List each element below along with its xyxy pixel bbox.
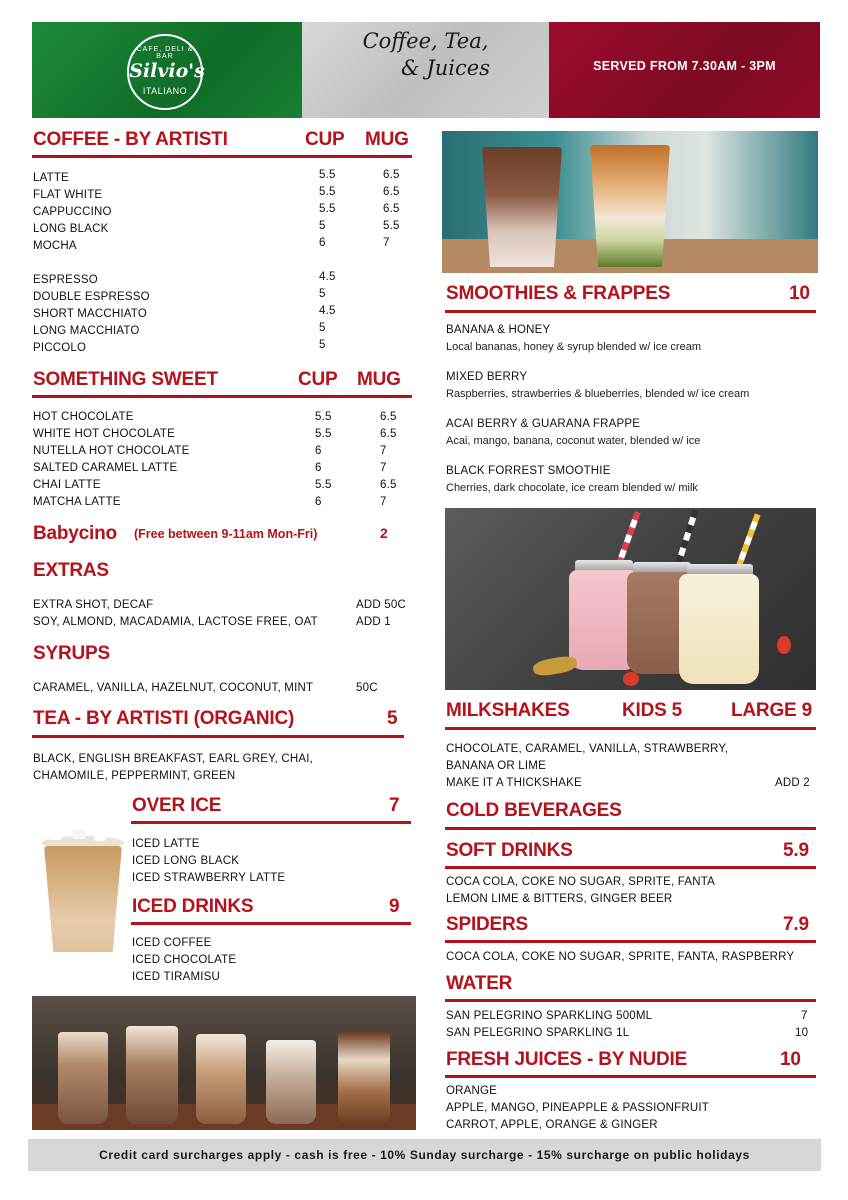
item-cup-price: 5.5	[315, 411, 332, 423]
menu-item: APPLE, MANGO, PINEAPPLE & PASSIONFRUIT	[446, 1102, 710, 1114]
menu-item	[33, 680, 413, 697]
juices-price: 10	[780, 1049, 801, 1070]
item-mug-price: 6.5	[380, 428, 397, 440]
menu-item	[33, 323, 413, 340]
soft-drinks-line-2: LEMON LIME & BITTERS, GINGER BEER	[446, 893, 673, 905]
glass-3	[196, 1034, 246, 1124]
sweet-list	[33, 409, 413, 511]
over-ice-divider	[131, 821, 411, 824]
coffee-cup-header: CUP	[305, 129, 345, 150]
spiders-line-1: COCA COLA, COKE NO SUGAR, SPRITE, FANTA, RASPBERRY	[446, 951, 795, 963]
item-name: SHORT MACCHIATO	[33, 308, 147, 320]
menu-item: CARROT, APPLE, ORANGE & GINGER	[446, 1119, 658, 1131]
thickshake-option: MAKE IT A THICKSHAKE	[446, 777, 582, 789]
juices-title: FRESH JUICES - BY NUDIE	[446, 1049, 688, 1070]
coffee-divider	[32, 155, 412, 158]
juices-list	[446, 1083, 709, 1134]
smoothie-desc: Acai, mango, banana, coconut water, blended w/ ice	[446, 435, 701, 447]
sweet-divider	[32, 395, 412, 398]
item-price: ADD 1	[356, 616, 391, 628]
item-mug-price: 6.5	[380, 411, 397, 423]
menu-item: ICED TIRAMISU	[132, 971, 221, 983]
iced-drinks-divider	[131, 922, 411, 925]
item-cup-price: 6	[315, 496, 322, 508]
item-name: SAN PELEGRINO SPARKLING 500ML	[446, 1010, 653, 1022]
cold-beverages-title: COLD BEVERAGES	[446, 800, 622, 821]
item-cup-price: 6	[319, 237, 326, 249]
menu-item	[33, 477, 413, 494]
menu-title-line1: Coffee, Tea,	[362, 29, 489, 53]
iced-lattes-photo	[442, 131, 818, 273]
header-banner	[32, 22, 820, 118]
item-name: FLAT WHITE	[33, 189, 103, 201]
menu-item	[33, 238, 413, 255]
smoothie-jars-photo	[445, 508, 816, 690]
coffee-mug-header: MUG	[365, 129, 409, 150]
item-name: WHITE HOT CHOCOLATE	[33, 428, 176, 440]
menu-item	[33, 426, 413, 443]
tea-line-1: BLACK, ENGLISH BREAKFAST, EARL GREY, CHAI,	[33, 753, 314, 765]
menu-item	[33, 289, 413, 306]
menu-item	[33, 597, 413, 614]
smoothies-divider	[445, 310, 816, 313]
menu-item	[33, 272, 413, 289]
menu-item	[33, 170, 413, 187]
glass-1	[58, 1032, 108, 1124]
item-name: MATCHA LATTE	[33, 496, 121, 508]
item-name: PICCOLO	[33, 342, 87, 354]
glass-5	[338, 1032, 390, 1124]
header-title-band	[302, 22, 549, 118]
sweet-title: SOMETHING SWEET	[33, 369, 218, 390]
iced-drinks-title: ICED DRINKS	[132, 896, 254, 917]
item-name: LATTE	[33, 172, 69, 184]
babycino-note: (Free between 9-11am Mon-Fri)	[134, 527, 318, 541]
over-ice-price: 7	[389, 795, 400, 816]
coffee-list-1	[33, 170, 413, 255]
item-mug-price: 7	[383, 237, 390, 249]
menu-title-line2: & Juices	[401, 56, 490, 80]
item-cup-price: 5	[319, 339, 326, 351]
item-name: HOT CHOCOLATE	[33, 411, 134, 423]
item-name: LONG MACCHIATO	[33, 325, 140, 337]
item-name: SOY, ALMOND, MACADAMIA, LACTOSE FREE, OAT	[33, 616, 318, 628]
sweet-mug-header: MUG	[357, 369, 401, 390]
surcharge-footer: Credit card surcharges apply - cash is free - 10% Sunday surcharge - 15% surcharge on public holidays	[28, 1139, 821, 1171]
spiders-price: 7.9	[783, 914, 809, 935]
tea-divider	[32, 735, 404, 738]
silvios-logo	[127, 34, 203, 110]
milkshakes-large-price: LARGE 9	[731, 700, 812, 721]
logo-name: Silvio's	[129, 60, 205, 82]
milkshakes-line-1: CHOCOLATE, CARAMEL, VANILLA, STRAWBERRY,	[446, 743, 729, 755]
item-cup-price: 5	[319, 322, 326, 334]
menu-item	[33, 306, 413, 323]
item-mug-price: 6.5	[383, 169, 400, 181]
logo-subtitle: ITALIANO	[142, 86, 188, 96]
menu-item	[33, 614, 413, 631]
smoothie-name: ACAI BERRY & GUARANA FRAPPE	[446, 418, 641, 430]
smoothies-price: 10	[789, 283, 810, 304]
soft-drinks-divider	[445, 866, 816, 869]
menu-item	[33, 494, 413, 511]
item-price: 50C	[356, 682, 378, 694]
over-ice-list	[132, 836, 285, 887]
item-cup-price: 5	[319, 220, 326, 232]
menu-item	[446, 1008, 816, 1025]
smoothies-title: SMOOTHIES & FRAPPES	[446, 283, 671, 304]
glass-2	[126, 1026, 178, 1124]
water-title: WATER	[446, 973, 513, 994]
coffee-list-2	[33, 272, 413, 357]
smoothie-desc: Local bananas, honey & syrup blended w/ ice cream	[446, 341, 701, 353]
menu-item: ORANGE	[446, 1085, 498, 1097]
menu-item	[33, 204, 413, 221]
iced-drinks-price: 9	[389, 896, 400, 917]
milkshakes-divider	[445, 727, 816, 730]
logo-tagline: CAFE, DELI & BAR	[136, 46, 194, 60]
menu-item	[33, 187, 413, 204]
menu-item	[33, 221, 413, 238]
item-cup-price: 6	[315, 445, 322, 457]
item-cup-price: 5.5	[319, 186, 336, 198]
menu-item: ICED STRAWBERRY LATTE	[132, 872, 286, 884]
iced-drinks-glasses-photo	[32, 996, 416, 1130]
item-name: CAPPUCCINO	[33, 206, 112, 218]
item-name: SALTED CARAMEL LATTE	[33, 462, 178, 474]
menu-item	[33, 409, 413, 426]
item-mug-price: 7	[380, 496, 387, 508]
syrups-title: SYRUPS	[33, 643, 110, 664]
milkshakes-title: MILKSHAKES	[446, 700, 570, 721]
extras-title: EXTRAS	[33, 560, 109, 581]
item-cup-price: 5.5	[319, 203, 336, 215]
item-name: SAN PELEGRINO SPARKLING 1L	[446, 1027, 630, 1039]
item-mug-price: 6.5	[383, 186, 400, 198]
smoothie-name: MIXED BERRY	[446, 371, 528, 383]
soft-drinks-title: SOFT DRINKS	[446, 840, 573, 861]
header-green-band	[32, 22, 302, 118]
thai-tea-drink	[590, 145, 670, 267]
smoothie-desc: Raspberries, strawberries & blueberries, blended w/ ice cream	[446, 388, 750, 400]
coffee-title: COFFEE - BY ARTISTI	[33, 129, 228, 150]
soft-drinks-line-1: COCA COLA, COKE NO SUGAR, SPRITE, FANTA	[446, 876, 715, 888]
menu-title	[302, 28, 549, 82]
item-mug-price: 6.5	[383, 203, 400, 215]
banana-smoothie-jar	[679, 574, 759, 684]
item-cup-price: 6	[315, 462, 322, 474]
item-name: CHAI LATTE	[33, 479, 101, 491]
item-name: CARAMEL, VANILLA, HAZELNUT, COCONUT, MINT	[33, 682, 314, 694]
cold-beverages-divider	[445, 827, 816, 830]
header-red-band	[549, 22, 820, 118]
thickshake-price: ADD 2	[775, 777, 810, 789]
menu-item: ICED CHOCOLATE	[132, 954, 237, 966]
spiders-title: SPIDERS	[446, 914, 529, 935]
menu-item	[33, 340, 413, 357]
menu-item	[33, 443, 413, 460]
menu-item	[446, 1025, 816, 1042]
item-price: 7	[801, 1010, 808, 1022]
item-name: EXTRA SHOT, DECAF	[33, 599, 154, 611]
item-name: NUTELLA HOT CHOCOLATE	[33, 445, 190, 457]
tea-price: 5	[387, 708, 398, 729]
item-mug-price: 7	[380, 462, 387, 474]
item-cup-price: 4.5	[319, 305, 336, 317]
water-divider	[445, 999, 816, 1002]
item-cup-price: 5	[319, 288, 326, 300]
item-cup-price: 5.5	[319, 169, 336, 181]
item-cup-price: 5.5	[315, 479, 332, 491]
chocolate-drink	[482, 147, 562, 267]
iced-coffee-cup-photo	[38, 828, 128, 956]
service-hours: SERVED FROM 7.30AM - 3PM	[593, 59, 776, 73]
smoothie-name: BLACK FORREST SMOOTHIE	[446, 465, 611, 477]
iced-drinks-list	[132, 935, 236, 986]
item-price: 10	[795, 1027, 809, 1039]
item-mug-price: 6.5	[380, 479, 397, 491]
item-name: DOUBLE ESPRESSO	[33, 291, 150, 303]
menu-item: ICED LONG BLACK	[132, 855, 240, 867]
milkshakes-line-2: BANANA OR LIME	[446, 760, 546, 772]
extras-list	[33, 597, 413, 631]
water-list	[446, 1008, 816, 1042]
cup-body	[44, 846, 122, 952]
item-name: ESPRESSO	[33, 274, 98, 286]
tea-title: TEA - BY ARTISTI (ORGANIC)	[33, 708, 295, 729]
sweet-cup-header: CUP	[298, 369, 338, 390]
juices-divider	[445, 1075, 816, 1078]
milkshakes-kids-price: KIDS 5	[622, 700, 683, 721]
item-price: ADD 50C	[356, 599, 406, 611]
spiders-divider	[445, 940, 816, 943]
menu-item: ICED COFFEE	[132, 937, 212, 949]
item-mug-price: 5.5	[383, 220, 400, 232]
item-cup-price: 5.5	[315, 428, 332, 440]
babycino-title: Babycino	[33, 523, 117, 544]
babycino-price: 2	[380, 525, 388, 541]
tea-line-2: CHAMOMILE, PEPPERMINT, GREEN	[33, 770, 236, 782]
smoothie-name: BANANA & HONEY	[446, 324, 551, 336]
item-cup-price: 4.5	[319, 271, 336, 283]
item-mug-price: 7	[380, 445, 387, 457]
over-ice-title: OVER ICE	[132, 795, 222, 816]
item-name: LONG BLACK	[33, 223, 109, 235]
item-name: MOCHA	[33, 240, 77, 252]
menu-item	[33, 460, 413, 477]
syrups-list	[33, 680, 413, 697]
glass-4	[266, 1040, 316, 1124]
smoothie-desc: Cherries, dark chocolate, ice cream blended w/ milk	[446, 482, 698, 494]
soft-drinks-price: 5.9	[783, 840, 809, 861]
menu-item: ICED LATTE	[132, 838, 200, 850]
